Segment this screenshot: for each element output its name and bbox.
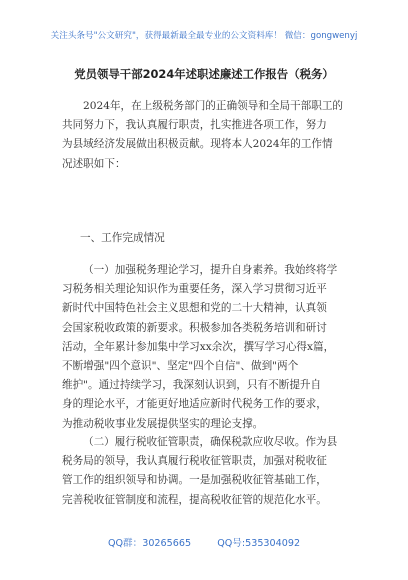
document-title: 党员领导干部2024年述职述廉述工作报告（税务）	[74, 67, 334, 81]
paragraph-2	[62, 433, 352, 510]
paragraph-line: 为推动税收事业发展提供坚实的理论支撑。	[62, 417, 264, 430]
section-heading: 一、工作完成情况	[80, 232, 165, 244]
intro-line: 为县域经济发展做出积极贡献。现将本人2024年的工作情	[62, 138, 333, 151]
paragraph-line: 会国家税收政策的新要求。积极参加各类税务培训和研讨	[62, 321, 327, 334]
paragraph-line: （一）加强税务理论学习，提升自身素养。我始终将学	[83, 264, 338, 276]
intro-paragraph	[62, 97, 352, 174]
footer-contact	[0, 535, 408, 549]
paragraph-1	[62, 261, 352, 434]
qq-number-text: QQ号:535304092	[217, 538, 301, 549]
header-banner: 关注头条号"公文研究"，获得最新最全最专业的公文资料库！ 微信：gongwenyj	[50, 31, 358, 41]
paragraph-line: 习税务相关理论知识作为重要任务，深入学习贯彻习近平	[62, 283, 327, 296]
paragraph-line: 活动，全年累计参加集中学习xx余次，撰写学习心得x篇，	[62, 340, 335, 353]
intro-line: 2024年，在上级税务部门的正确领导和全局干部职工的	[83, 100, 344, 112]
paragraph-line: 新时代中国特色社会主义思想和党的二十大精神，认真领	[62, 302, 327, 315]
intro-line: 共同努力下，我认真履行职责，扎实推进各项工作，努力	[62, 119, 327, 132]
paragraph-line: 不断增强"四个意识"、坚定"四个自信"、做到"两个	[62, 359, 299, 372]
paragraph-line: 身的理论水平，才能更好地适应新时代税务工作的要求，	[62, 398, 327, 411]
paragraph-line: 税务局的领导，我认真履行税收征管职责，加强对税收征	[62, 455, 327, 468]
paragraph-line: 完善税收征管制度和流程，提高税收征管的规范化水平。	[62, 493, 327, 506]
intro-line: 况述职如下：	[62, 157, 126, 170]
paragraph-line: 维护"。通过持续学习，我深刻认识到，只有不断提升自	[62, 379, 322, 392]
paragraph-line: （二）履行税收征管职责，确保税款应收尽收。作为县	[83, 436, 338, 448]
qq-group-text: QQ群：30265665	[107, 538, 192, 549]
paragraph-line: 管工作的组织领导和协调。一是加强税收征管基础工作，	[62, 474, 327, 487]
